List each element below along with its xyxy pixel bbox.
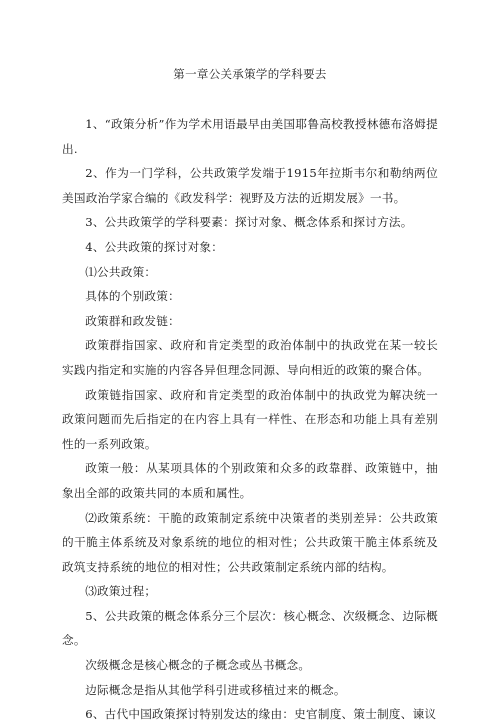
paragraph-11: ⑵政策系统：干脆的政策制定系统中决策者的类别差异：公共政策的干脆主体系统及对象系统的地位的相对性；公共政策干脆主体系统及政筑支持系统的地位的相对性；公共政策制定系统内部的结构。 xyxy=(62,510,438,574)
paragraph-15: 边际概念是指从其他学科引进或移植过来的概念。 xyxy=(85,682,346,697)
document-body xyxy=(62,112,438,727)
paragraph-16: 6、古代中国政策探讨特别发达的缘由：史官制度、策士制度、谏议 xyxy=(85,707,437,722)
page-title: 第一章公关承策学的学科要去 xyxy=(173,67,327,81)
paragraph-8: 政策群指国家、政府和肯定类型的政治体制中的执政党在某一较长实践内指定和实施的内容各异但理念同源、导向相近的政策的聚合体。 xyxy=(62,338,438,377)
paragraph-5: ⑴公共政策： xyxy=(85,264,157,279)
paragraph-10: 政策一般：从某项具体的个别政策和众多的政靠群、政策链中，抽象出全部的政策共同的本质和属性。 xyxy=(62,461,438,500)
paragraph-14: 次级概念是核心概念的子概念或丛书概念。 xyxy=(85,658,311,673)
paragraph-6: 具体的个别政策： xyxy=(85,289,180,304)
paragraph-2: 2、作为一门学科，公共政策学发端于1915年拉斯韦尔和勒纳两位美国政治学家合编的《政发科学：视野及方法的近期发展》一书。 xyxy=(62,166,438,205)
paragraph-1: 1、“政策分析”作为学术用语最早由美国耶鲁高校教授林德布洛姆提出. xyxy=(62,117,438,156)
paragraph-12: ⑶政策过程； xyxy=(85,584,157,599)
paragraph-9: 政策链指国家、政府和肯定类型的政治体制中的执政党为解决统一政策问题而先后指定的在内容上具有一样性、在形态和功能上具有差别性的一系列政策。 xyxy=(62,387,438,451)
paragraph-13: 5、公共政策的概念体系分三个层次：核心概念、次级概念、边际概念。 xyxy=(62,608,438,648)
paragraph-3: 3、公共政策学的学科要素：探讨对象、概念体系和探讨方法。 xyxy=(85,215,413,230)
paragraph-4: 4、公共政策的探讨对象： xyxy=(85,239,224,254)
paragraph-7: 政策群和政发链： xyxy=(85,313,180,328)
